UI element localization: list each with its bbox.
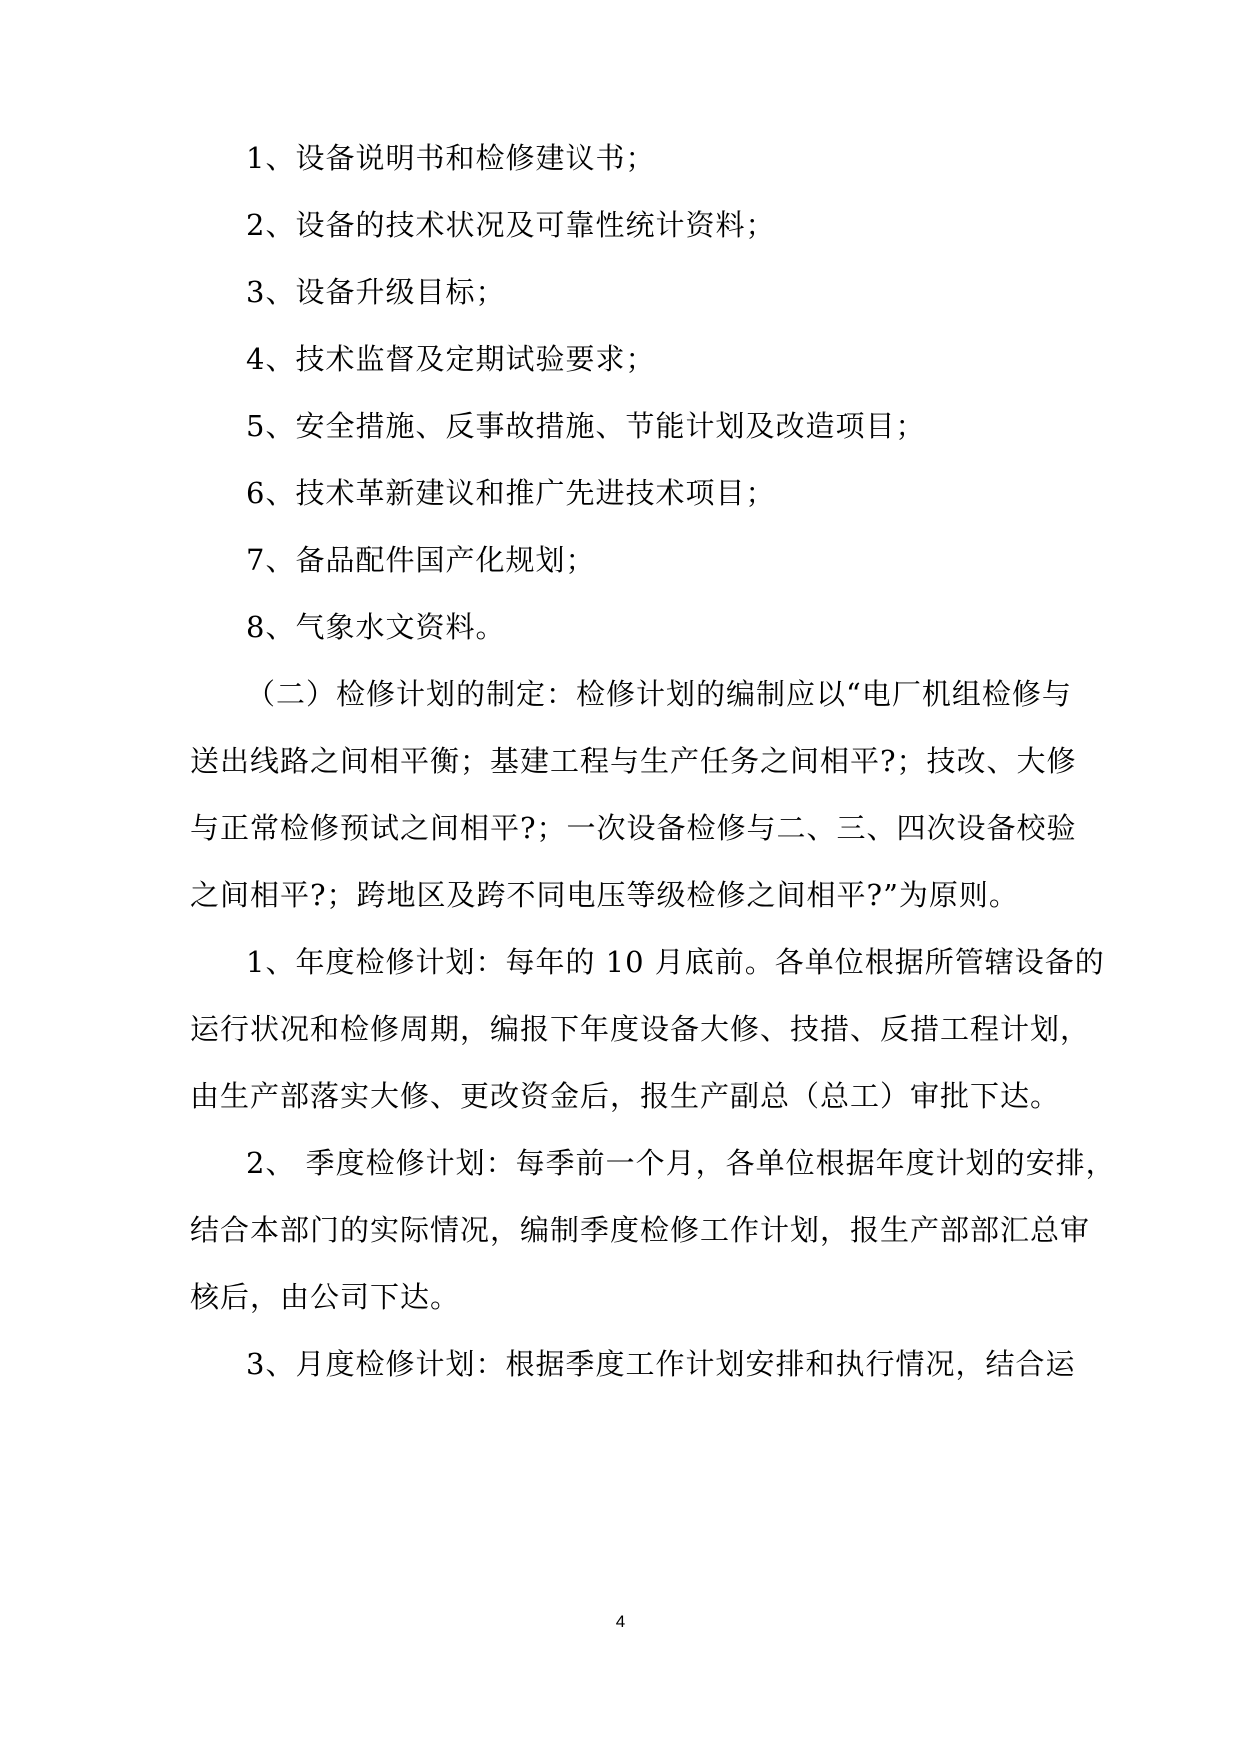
list-item-1: 1、设备说明书和检修建议书；: [246, 141, 656, 175]
list-item-3: 3、设备升级目标；: [246, 275, 506, 309]
list-item-2: 2、设备的技术状况及可靠性统计资料；: [246, 208, 776, 242]
page-number: 4: [615, 1612, 626, 1631]
section-two-line-4: 之间相平?；跨地区及跨不同电压等级检修之间相平?”为原则。: [190, 878, 1019, 912]
list-item-4: 4、技术监督及定期试验要求；: [246, 342, 656, 376]
list-item-5: 5、安全措施、反事故措施、节能计划及改造项目；: [246, 409, 926, 443]
monthly-plan-line-1: 3、月度检修计划：根据季度工作计划安排和执行情况，结合运: [246, 1347, 1076, 1381]
annual-plan-line-2: 运行状况和检修周期，编报下年度设备大修、技措、反措工程计划，: [190, 1012, 1091, 1046]
list-item-6: 6、技术革新建议和推广先进技术项目；: [246, 476, 776, 510]
section-two-line-1: （二）检修计划的制定：检修计划的编制应以“电厂机组检修与: [246, 677, 1072, 711]
quarterly-plan-line-2: 结合本部门的实际情况，编制季度检修工作计划，报生产部部汇总审: [190, 1213, 1091, 1247]
section-two-line-2: 送出线路之间相平衡；基建工程与生产任务之间相平?；技改、大修: [190, 744, 1077, 778]
quarterly-plan-line-1: 2、 季度检修计划：每季前一个月，各单位根据年度计划的安排，: [246, 1146, 1116, 1180]
annual-plan-line-1: 1、年度检修计划：每年的 10 月底前。各单位根据所管辖设备的: [246, 945, 1105, 979]
list-item-8: 8、气象水文资料。: [246, 610, 506, 644]
annual-plan-line-3: 由生产部落实大修、更改资金后，报生产副总（总工）审批下达。: [190, 1079, 1061, 1113]
list-item-7: 7、备品配件国产化规划；: [246, 543, 596, 577]
quarterly-plan-line-3: 核后，由公司下达。: [190, 1280, 461, 1314]
section-two-line-3: 与正常检修预试之间相平?；一次设备检修与二、三、四次设备校验: [190, 811, 1077, 845]
